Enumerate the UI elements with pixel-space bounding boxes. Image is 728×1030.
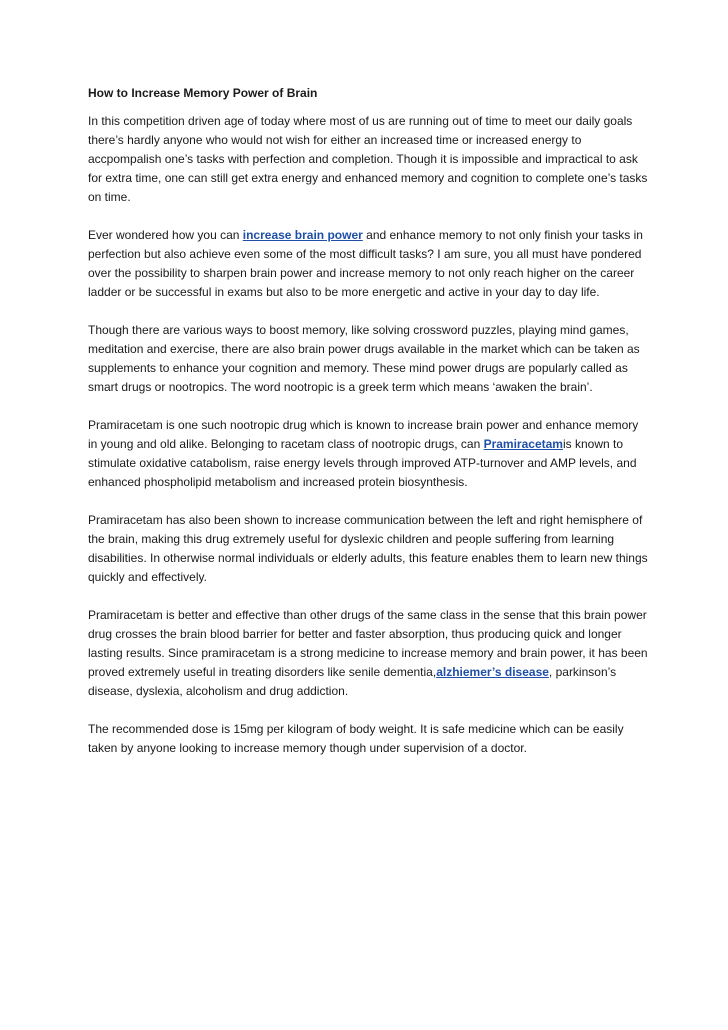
paragraph-6 (88, 606, 648, 701)
paragraph-6-text-after: , parkinson’s disease, dyslexia, alcoholism and drug addiction. (88, 665, 617, 698)
paragraph-7: The recommended dose is 15mg per kilogram of body weight. It is safe medicine which can be easily taken by anyone looking to increase memory though under supervision of a doctor. (88, 722, 624, 755)
paragraph-2 (88, 226, 648, 302)
document-title: How to Increase Memory Power of Brain (88, 86, 318, 100)
paragraph-6-text-before: Pramiracetam is better and effective than other drugs of the same class in the sense that this brain power drug crosses the brain blood barrier for better and faster absorption, thus producing quick and longer lasting results. Since pramiracetam is a strong medicine to increase memory and brain power, it has been proved extremely useful in treating disorders like senile dementia, (88, 608, 648, 679)
alzheimers-disease-link[interactable]: alzhiemer’s disease (436, 665, 549, 679)
paragraph-4 (88, 416, 648, 492)
paragraph-4-text-after: is known to stimulate oxidative catabolism, raise energy levels through improved ATP-turnover and AMP levels, and enhanced phospholipid metabolism and increased protein biosynthesis. (88, 437, 637, 489)
paragraph-4-text-before: Pramiracetam is one such nootropic drug which is known to increase brain power and enhance memory in young and old alike. Belonging to racetam class of nootropic drugs, can (88, 418, 639, 451)
document-page (88, 84, 648, 777)
increase-brain-power-link[interactable]: increase brain power (242, 228, 363, 242)
paragraph-2-text-before: Ever wondered how you can (88, 228, 243, 242)
paragraph-5: Pramiracetam has also been shown to increase communication between the left and right hemisphere of the brain, making this drug extremely useful for dyslexic children and people suffering from learning disabilities. In otherwise normal individuals or elderly adults, this feature enables them to learn new things quickly and effectively. (88, 513, 648, 584)
paragraph-3: Though there are various ways to boost memory, like solving crossword puzzles, playing mind games, meditation and exercise, there are also brain power drugs available in the market which can be taken as supplements to enhance your cognition and memory. These mind power drugs are popularly called as smart drugs or nootropics. The word nootropic is a greek term which means ‘awaken the brain’. (88, 323, 640, 394)
paragraph-2-text-after: and enhance memory to not only finish your tasks in perfection but also achieve even some of the most difficult tasks? I am sure, you all must have pondered over the possibility to sharpen brain power and increase memory to not only reach higher on the career ladder or be successful in exams but also to be more energetic and active in your day to day life. (88, 228, 643, 299)
pramiracetam-link[interactable]: Pramiracetam (483, 437, 563, 451)
paragraph-1: In this competition driven age of today where most of us are running out of time to meet our daily goals there’s hardly anyone who would not wish for either an increased time or increased energy to accpompalish one’s tasks with perfection and completion. Though it is impossible and impractical to ask for extra time, one can still get extra energy and enhanced memory and cognition to complete one’s tasks on time. (88, 114, 648, 204)
